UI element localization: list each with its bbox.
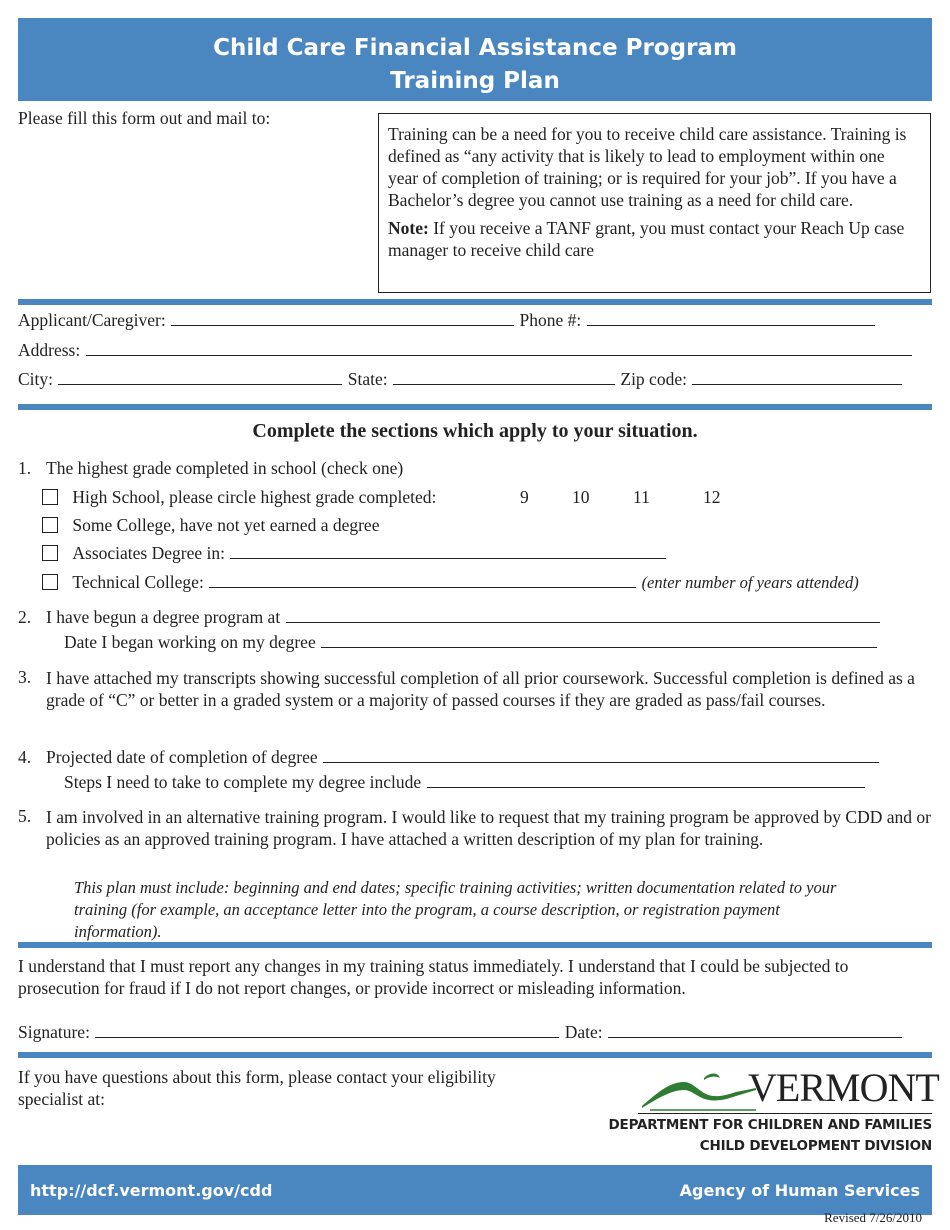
training-info-box: [378, 113, 931, 293]
date-label: Date:: [564, 1022, 603, 1042]
degree-steps-label: Steps I need to take to complete my degree include: [64, 772, 422, 792]
degree-start-field[interactable]: [321, 633, 877, 648]
zip-field[interactable]: [692, 370, 902, 385]
degree-start-label: Date I began working on my degree: [64, 632, 316, 652]
q1-number: 1.: [18, 458, 32, 478]
high-school-checkbox[interactable]: [42, 489, 58, 505]
degree-program-label: I have begun a degree program at: [46, 607, 281, 627]
associates-checkbox[interactable]: [42, 545, 58, 561]
vermont-mountain-icon: [640, 1068, 758, 1112]
attestation-text: I understand that I must report any changes in my training status immediately. I understand that I could be subjected to prosecution for fraud if I do not report changes, or provide incorrect or misleading information.: [18, 956, 849, 998]
some-college-checkbox[interactable]: [42, 517, 58, 533]
note-label: Note:: [388, 218, 429, 238]
technical-college-label: Technical College:: [72, 572, 204, 592]
completion-date-label: Projected date of completion of degree: [46, 747, 318, 767]
associates-field[interactable]: [230, 544, 666, 559]
q1-option-some-college: [42, 515, 379, 536]
city-label: City:: [18, 369, 54, 389]
q1-option-high-school: [42, 487, 436, 508]
q1-option-technical: [42, 572, 859, 593]
training-definition: Training can be a need for you to receive child care assistance. Training is defined as “any activity that is likely to lead to employment within one year of completion of training; or is required for your job”. If you have a Bachelor’s degree you cannot use training as a need for child care.: [388, 124, 907, 210]
form-header: [18, 18, 932, 101]
address-field[interactable]: [86, 341, 912, 356]
section-heading: Complete the sections which apply to your situation.: [252, 420, 698, 442]
q5-plan-note: This plan must include: beginning and end dates; specific training activities; written documentation related to your training (for example, an acceptance letter into the program, a course description, or registration payment information).: [74, 878, 837, 941]
phone-label: Phone #:: [519, 310, 582, 330]
q5-text: I am involved in an alternative training program. I would like to request that my training program be approved by CDD and or policies as an approved training program. I have attached a written description of my plan for training.: [46, 807, 931, 849]
q2-number: 2.: [18, 607, 32, 627]
department-name: DEPARTMENT FOR CHILDREN AND FAMILIES: [608, 1117, 932, 1133]
footer-url-link[interactable]: http://dcf.vermont.gov/cdd: [30, 1181, 273, 1200]
section-divider: [18, 404, 932, 410]
signature-label: Signature:: [18, 1022, 90, 1042]
section-divider: [18, 299, 932, 305]
tanf-note: [388, 217, 918, 261]
state-field[interactable]: [393, 370, 615, 385]
q5-number: 5.: [18, 806, 32, 826]
division-name: CHILD DEVELOPMENT DIVISION: [699, 1138, 932, 1154]
some-college-label: Some College, have not yet earned a degree: [72, 515, 380, 535]
address-row: [18, 340, 913, 361]
grade-11[interactable]: 11: [633, 487, 650, 507]
city-row: [18, 369, 903, 390]
q3-text: I have attached my transcripts showing successful completion of all prior coursework. Successful completion is defined as a grade of “C” or better in a graded system or a majority of passed courses if they are graded as pass/fail courses.: [46, 668, 915, 710]
footer-bar: [18, 1165, 932, 1215]
high-school-label: High School, please circle highest grade completed:: [72, 487, 437, 507]
technical-college-checkbox[interactable]: [42, 574, 58, 590]
signature-row: [18, 1022, 903, 1043]
phone-field[interactable]: [587, 311, 875, 326]
degree-steps-field[interactable]: [427, 773, 865, 788]
q3-number: 3.: [18, 667, 32, 687]
state-label: State:: [347, 369, 388, 389]
technical-hint: (enter number of years attended): [641, 573, 859, 592]
date-field[interactable]: [608, 1023, 902, 1038]
q4-number: 4.: [18, 747, 32, 767]
footer-agency: Agency of Human Services: [679, 1181, 920, 1200]
applicant-field[interactable]: [171, 311, 514, 326]
completion-date-field[interactable]: [323, 748, 879, 763]
city-field[interactable]: [58, 370, 342, 385]
grade-9[interactable]: 9: [520, 487, 529, 507]
revised-date: Revised 7/26/2010: [824, 1210, 922, 1225]
q1-option-associates: [42, 543, 667, 564]
technical-college-field[interactable]: [209, 573, 636, 588]
applicant-label: Applicant/Caregiver:: [18, 310, 166, 330]
section-divider: [18, 942, 932, 948]
degree-program-field[interactable]: [286, 608, 880, 623]
signature-field[interactable]: [95, 1023, 559, 1038]
applicant-row: [18, 310, 876, 331]
note-text: If you receive a TANF grant, you must contact your Reach Up case manager to receive child care: [388, 218, 905, 260]
vermont-dcf-logo: [608, 1065, 939, 1158]
q1-text: The highest grade completed in school (check one): [46, 458, 404, 478]
q4-line2: [64, 772, 866, 793]
associates-label: Associates Degree in:: [72, 543, 225, 563]
mail-to-text: Please fill this form out and mail to:: [18, 108, 271, 128]
form-subtitle: Training Plan: [390, 68, 560, 94]
grade-10[interactable]: 10: [572, 487, 590, 507]
q2-line1: [46, 607, 881, 628]
grade-12[interactable]: 12: [703, 487, 721, 507]
form-title: Child Care Financial Assistance Program: [213, 35, 737, 61]
vermont-wordmark: VERMONT: [748, 1065, 939, 1110]
section-divider: [18, 1052, 932, 1058]
logo-divider: [638, 1113, 932, 1114]
address-label: Address:: [18, 340, 81, 360]
zip-label: Zip code:: [620, 369, 687, 389]
q4-line1: [46, 747, 880, 768]
q2-line2: [64, 632, 878, 653]
contact-text: If you have questions about this form, please contact your eligibility specialist at:: [18, 1067, 496, 1109]
